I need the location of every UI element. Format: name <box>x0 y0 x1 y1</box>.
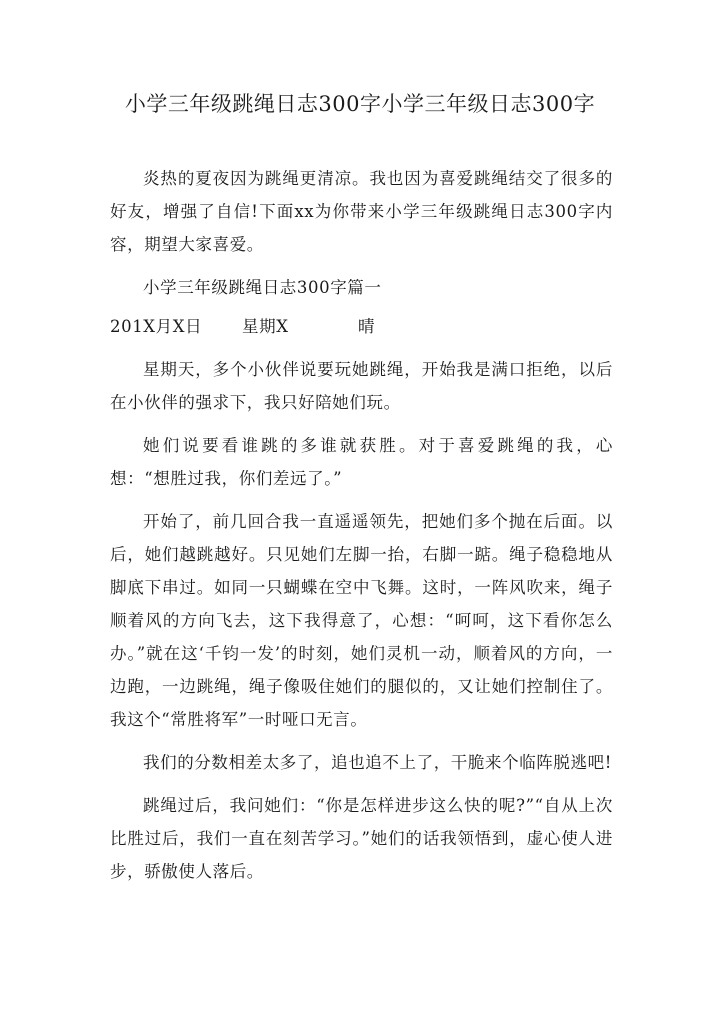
document-body <box>110 162 613 888</box>
document-title: 小学三年级跳绳日志300字小学三年级日志300字 <box>124 92 596 116</box>
body-paragraph: 跳绳过后，我问她们：“你是怎样进步这么快的呢?”“自从上次比胜过后，我们一直在刻苦学习。”她们的话我领悟到，虚心使人进步，骄傲使人落后。 <box>110 796 613 881</box>
body-paragraph: 我们的分数相差太多了，追也追不上了，干脆来个临阵脱逃吧! <box>143 753 612 772</box>
dateline <box>110 310 613 343</box>
dateline-weather: 晴 <box>358 317 376 336</box>
dateline-date: 201X月X日 <box>110 317 203 336</box>
body-paragraph: 星期天，多个小伙伴说要玩她跳绳，开始我是满口拒绝，以后在小伙伴的强求下，我只好陪她们玩。 <box>110 360 613 412</box>
body-paragraph: 开始了，前几回合我一直遥遥领先，把她们多个抛在后面。以后，她们越跳越好。只见她们左脚一抬，右脚一踮。绳子稳稳地从脚底下串过。如同一只蝴蝶在空中飞舞。这时，一阵风吹来，绳子顺着风的方向飞去，这下我得意了，心想：“呵呵，这下看你怎么办。”就在这‘千钧一发’的时刻，她们灵机一动，顺着风的方向，一边跑，一边跳绳，绳子像吸住她们的腿似的，又让她们控制住了。我这个“常胜将军”一时哑口无言。 <box>110 512 613 729</box>
intro-paragraph: 炎热的夏夜因为跳绳更清凉。我也因为喜爱跳绳结交了很多的好友，增强了自信!下面xx为你带来小学三年级跳绳日志300字内容，期望大家喜爱。 <box>110 169 613 254</box>
body-paragraph: 她们说要看谁跳的多谁就获胜。对于喜爱跳绳的我，心想：“想胜过我，你们差远了。” <box>110 436 613 488</box>
dateline-weekday: 星期X <box>242 317 289 336</box>
section-heading: 小学三年级跳绳日志300字篇一 <box>143 278 382 297</box>
